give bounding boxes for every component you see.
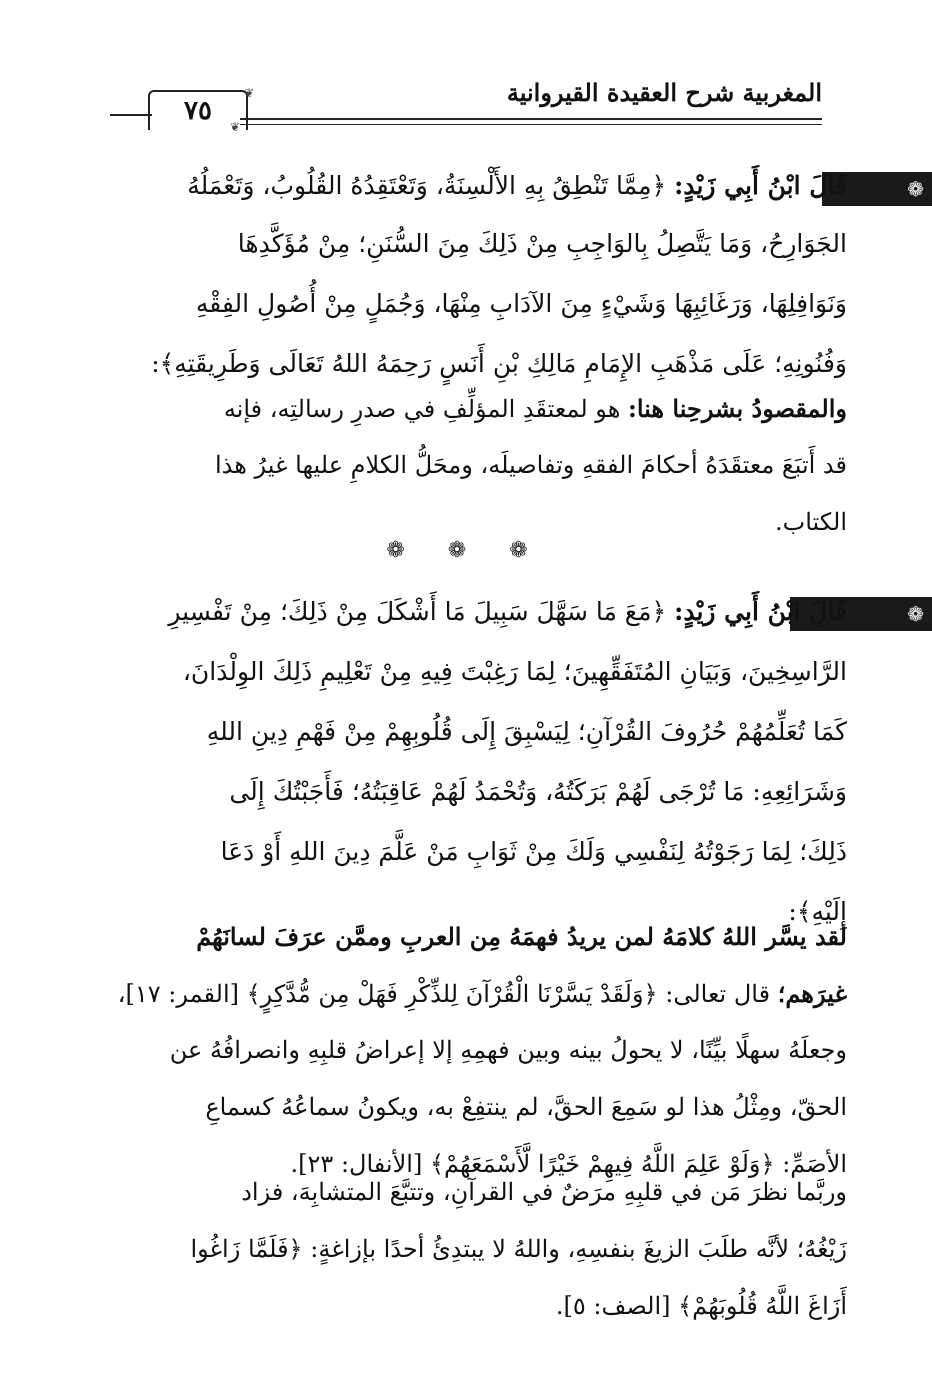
book-title: المغربية شرح العقيدة القيروانية bbox=[506, 78, 822, 107]
commentary-text: وجعلَهُ سهلًا بيِّنًا، لا يحولُ بينه وبين فهمِهِ إلا إعراضُ قلبِهِ وانصرافُهُ عن bbox=[169, 1036, 847, 1064]
running-header bbox=[110, 78, 822, 134]
quote-line: وَنَوَافِلِهَا، وَرَغَائِبِهَا وَشَيْءٍ مِنَ الآدَابِ مِنْهَا، وَجُمَلٍ مِنْ أُصُولِ الفِقْهِ bbox=[195, 289, 847, 318]
header-rule bbox=[240, 118, 822, 120]
commentary-text: الحقّ، ومِثْلُ هذا لو سَمِعَ الحقَّ، لم ينتفِعْ به، ويكونُ سماعُهُ كسماعِ bbox=[205, 1093, 847, 1121]
page-number: ٧٥ bbox=[148, 90, 248, 130]
commentary-line bbox=[107, 908, 847, 965]
quote-line: الجَوَارِحُ، وَمَا يَتَّصِلُ بِالوَاجِبِ مِنْ ذَلِكَ مِنَ السُّنَنِ؛ مِنْ مُؤَكَّدِهَا bbox=[237, 229, 847, 258]
quote-block-1 bbox=[107, 156, 847, 216]
quote-line: ذَلِكَ؛ لِمَا رَجَوْتُهُ لِنَفْسِي وَلَكَ مِنْ ثَوَابِ مَنْ عَلَّمَ دِينَ اللهِ أَوْ دَعَا bbox=[220, 837, 847, 866]
commentary-block-2 bbox=[107, 908, 847, 1193]
quote-line bbox=[107, 156, 847, 216]
commentary-bold: غيرَهم؛ bbox=[777, 979, 847, 1008]
commentary-line: الكتاب. bbox=[774, 508, 847, 536]
commentary-lead: والمقصودُ بشرحِنا هنا: bbox=[628, 394, 847, 423]
page-number-rule bbox=[110, 114, 152, 116]
quote-text: ﴿مَعَ مَا سَهَّلَ سَبِيلَ مَا أَشْكَلَ مِنْ ذَلِكَ؛ مِنْ تَفْسِيرِ bbox=[168, 597, 667, 626]
flourish-icon: ❦ bbox=[230, 120, 241, 134]
quote-line: إِلَيْهِ﴾: bbox=[788, 897, 847, 926]
quote-block-1-cont bbox=[107, 214, 847, 394]
commentary-line bbox=[107, 380, 847, 437]
commentary-text: الأصَمِّ: ﴿وَلَوْ عَلِمَ اللَّهُ فِيهِمْ خَيْرًا لَّأَسْمَعَهُمْ﴾ [الأنفال: ٢٣]. bbox=[290, 1150, 847, 1178]
speaker-label: قَالَ ابْنُ أَبِي زَيْدٍ: bbox=[674, 171, 847, 200]
quote-line: كَمَا تُعَلِّمُهُمْ حُرُوفَ القُرْآنِ؛ لِيَسْبِقَ إِلَى قُلُوبِهِمْ مِنْ فَهْمِ دِينِ اللهِ bbox=[206, 717, 847, 746]
section-separator: ❁ ❁ ❁ bbox=[386, 538, 546, 563]
commentary-text: هو لمعتقَدِ المؤلِّفِ في صدرِ رسالتِه، فإنه bbox=[223, 395, 621, 423]
quote-line bbox=[107, 582, 847, 642]
commentary-text: قال تعالى: ﴿وَلَقَدْ يَسَّرْنَا الْقُرْآنَ لِلذِّكْرِ فَهَلْ مِن مُّدَّكِرٍ﴾ [القمر: ١٧]، bbox=[117, 980, 771, 1008]
commentary-line: قد أَتبَعَ معتقَدَهُ أحكامَ الفقهِ وتفاصيلَه، ومحَلُّ الكلامِ عليها غيرُ هذا bbox=[214, 451, 847, 479]
quote-line: وَفُنُونِهِ؛ عَلَى مَذْهَبِ الإِمَامِ مَالِكِ بْنِ أَنَسٍ رَحِمَهُ اللهُ تَعَالَى وَطَرِيقَتِهِ﴾: bbox=[151, 349, 847, 378]
quote-block-2 bbox=[107, 582, 847, 942]
paragraph-line: وربَّما نظرَ مَن في قلبِهِ مرَضٌ في القرآنِ، وتتبَّعَ المتشابِهَ، فزاد bbox=[241, 1178, 847, 1206]
speaker-label: قَالَ ابْنُ أَبِي زَيْدٍ: bbox=[674, 597, 847, 626]
commentary-bold: لقد يسَّر اللهُ كلامَهُ لمن يريدُ فهمَهُ مِن العربِ وممَّن عرَفَ لسانَهُمْ bbox=[196, 922, 847, 951]
commentary-line bbox=[107, 965, 847, 1022]
commentary-line bbox=[107, 1022, 847, 1079]
paragraph-block bbox=[107, 1164, 847, 1335]
commentary-block-1 bbox=[107, 380, 847, 551]
flourish-icon: ❦ bbox=[244, 86, 255, 100]
quote-line: الرَّاسِخِينَ، وَبَيَانِ المُتَفَقِّهِينَ؛ لِمَا رَغِبْتَ فِيهِ مِنْ تَعْلِيمِ ذَلِكَ الوِلْدَانَ، bbox=[182, 657, 847, 686]
paragraph-line: أَزَاغَ اللَّهُ قُلُوبَهُمْ﴾ [الصف: ٥]. bbox=[555, 1292, 847, 1320]
rosette-icon: ❁ bbox=[907, 602, 924, 626]
rosette-icon: ❁ bbox=[907, 177, 924, 201]
commentary-line bbox=[107, 1079, 847, 1136]
quote-text: ﴿مِمَّا تَنْطِقُ بِهِ الأَلْسِنَةُ، وَتَعْتَقِدُهُ القُلُوبُ، وَتَعْمَلُهُ bbox=[187, 171, 667, 200]
quote-line: وَشَرَائِعِهِ: مَا تُرْجَى لَهُمْ بَرَكَتُهُ، وَتُحْمَدُ لَهُمْ عَاقِبَتُهُ؛ فَأَجَبْتُكَ إِلَى bbox=[229, 777, 847, 806]
paragraph-line: زَيْغُهُ؛ لأنَّه طلَبَ الزيغَ بنفسِهِ، واللهُ لا يبتدِئُ أحدًا بإزاغةٍ: ﴿فَلَمَّا زَاغُوا bbox=[190, 1235, 847, 1263]
header-rule-thin bbox=[240, 124, 822, 125]
